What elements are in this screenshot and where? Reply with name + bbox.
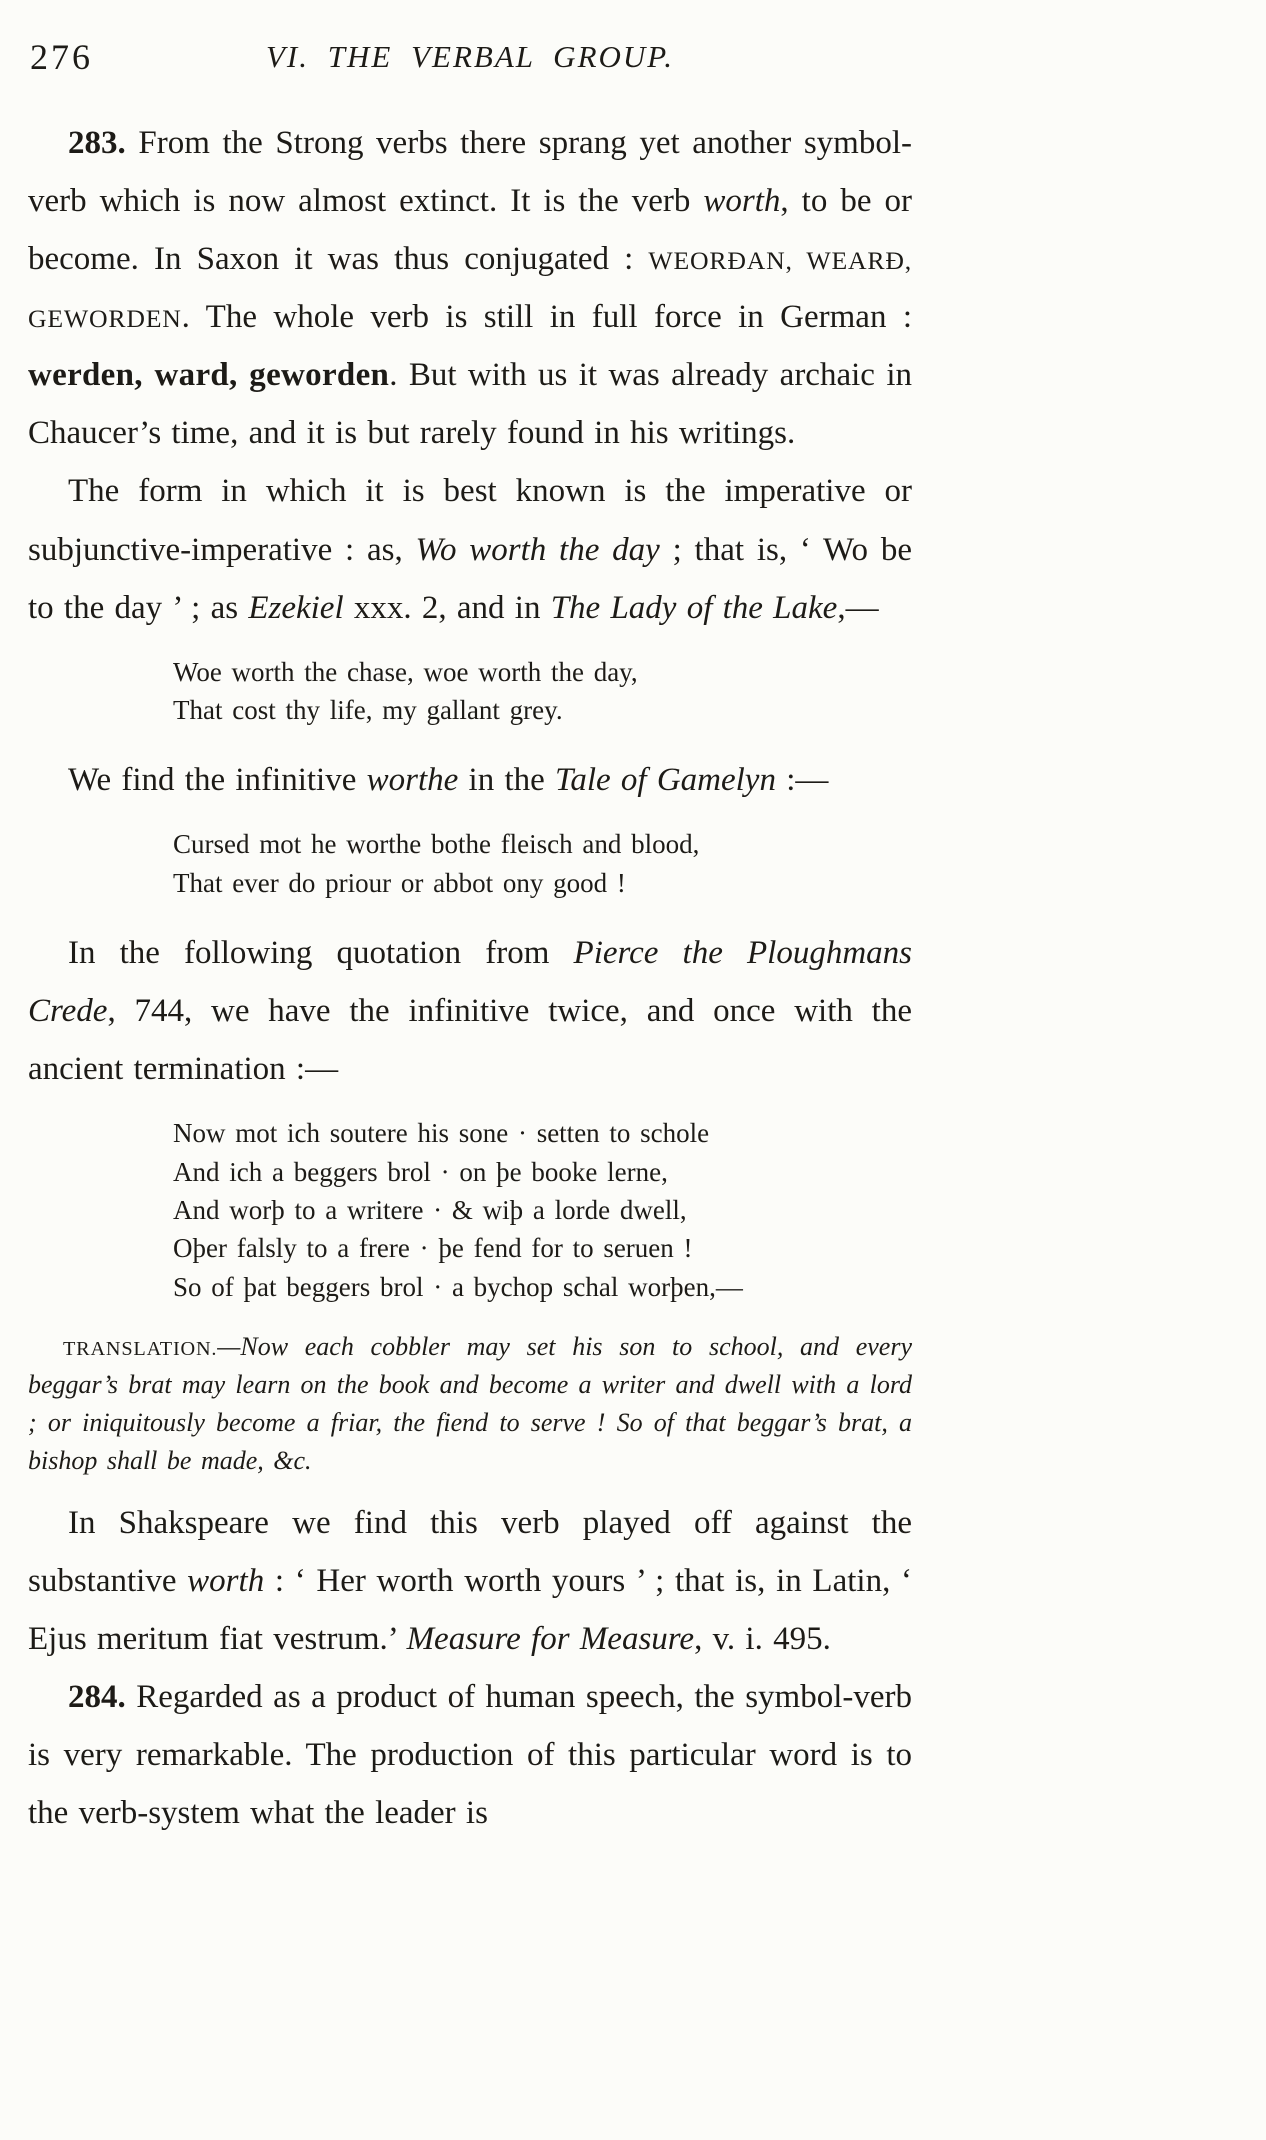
verse-line: So of þat beggers brol · a bychop schal worþen,—: [173, 1271, 743, 1302]
verse-ploughmans-crede: [173, 1114, 912, 1306]
text-segment: Pierce the Ploughmans Crede: [28, 935, 912, 1030]
paragraph-ploughmans-intro: [28, 924, 912, 1098]
text-segment: ,—: [837, 589, 879, 626]
text-segment: Regarded as a product of human speech, the symbol-verb is very remarkable. The production of this particular word is to the verb-system what the leader is: [28, 1679, 912, 1832]
text-segment: , v. i. 495.: [694, 1620, 831, 1657]
text-segment: :—: [775, 762, 829, 799]
text-segment: ; that is, ‘ Wo be to the day ’ ; as: [28, 531, 912, 626]
text-segment: worth: [703, 183, 781, 220]
text-segment: : ‘ Her worth worth yours ’ ; that is, in Latin, ‘ Ejus meritum fiat vestrum.’: [28, 1562, 912, 1657]
text-segment: Ezekiel: [248, 589, 344, 626]
paragraph-section-283: [28, 114, 912, 462]
text-segment: We find the infinitive: [68, 762, 367, 799]
paragraph-section-284: [28, 1668, 912, 1842]
verse-line: And worþ to a writere · & wiþ a lorde dwell,: [173, 1194, 687, 1225]
text-segment: . The whole verb is still in full force in German :: [181, 299, 912, 336]
text-segment: worth: [187, 1562, 265, 1599]
verse-gamelyn: [173, 825, 912, 902]
text-segment: WEORÐAN, WEARÐ, GEWORDEN: [28, 246, 912, 334]
text-segment: in the: [458, 762, 556, 799]
text-segment: —Now each cobbler may set his son to school, and every beggar’s brat may learn on the book and become a writer and dwell with a lord ; or iniquitously become a friar, the fiend to serve ! So of that beggar’s brat, a bishop shall be made, &c.: [28, 1331, 912, 1475]
page-number: 276: [30, 37, 93, 77]
text-segment: , to be or become. In Saxon it was thus conjugated :: [28, 183, 912, 278]
text-segment: . But with us it was already archaic in Chaucer’s time, and it is but rarely found in his writings.: [28, 357, 912, 452]
verse-lady-of-the-lake: [173, 653, 912, 730]
page-header: [28, 36, 912, 86]
text-segment: worthe: [366, 762, 459, 799]
text-segment: From the Strong verbs there sprang yet another symbol-verb which is now almost extinct. It is the verb: [28, 125, 912, 220]
paragraph-shakspeare: [28, 1494, 912, 1668]
verse-line: Cursed mot he worthe bothe fleisch and blood,: [173, 829, 700, 860]
running-title: VI. THE VERBAL GROUP.: [266, 39, 674, 74]
text-segment: werden, ward, geworden: [28, 357, 390, 394]
page-body: [28, 114, 912, 1842]
translation-note: [28, 1328, 912, 1480]
text-segment: Measure for Measure: [406, 1620, 695, 1657]
verse-line: Now mot ich soutere his sone · setten to schole: [173, 1118, 710, 1149]
text-segment: In the following quotation from: [68, 935, 574, 972]
text-segment: In Shakspeare we find this verb played off against the substantive: [28, 1504, 912, 1599]
text-segment: Wo worth the day: [415, 531, 660, 568]
text-segment: , 744, we have the infinitive twice, and once with the ancient termination :—: [28, 993, 912, 1088]
text-segment: The Lady of the Lake: [550, 589, 838, 626]
verse-line: And ich a beggers brol · on þe booke lerne,: [173, 1156, 668, 1187]
text-segment: Tale of Gamelyn: [555, 762, 776, 799]
text-segment: xxx. 2, and in: [343, 589, 551, 626]
verse-line: That ever do priour or abbot ony good !: [173, 867, 626, 898]
text-segment: The form in which it is best known is the imperative or subjunctive-imperative : as,: [28, 473, 912, 568]
verse-line: Woe worth the chase, woe worth the day,: [173, 656, 638, 687]
text-segment: 283.: [68, 125, 126, 161]
paragraph-imperative-form: [28, 462, 912, 636]
paragraph-gamelyn-intro: [28, 751, 912, 809]
text-segment: TRANSLATION.: [63, 1337, 218, 1360]
verse-line: Oþer falsly to a frere · þe fend for to seruen !: [173, 1233, 693, 1264]
verse-line: That cost thy life, my gallant grey.: [173, 695, 563, 726]
text-segment: 284.: [68, 1679, 126, 1716]
